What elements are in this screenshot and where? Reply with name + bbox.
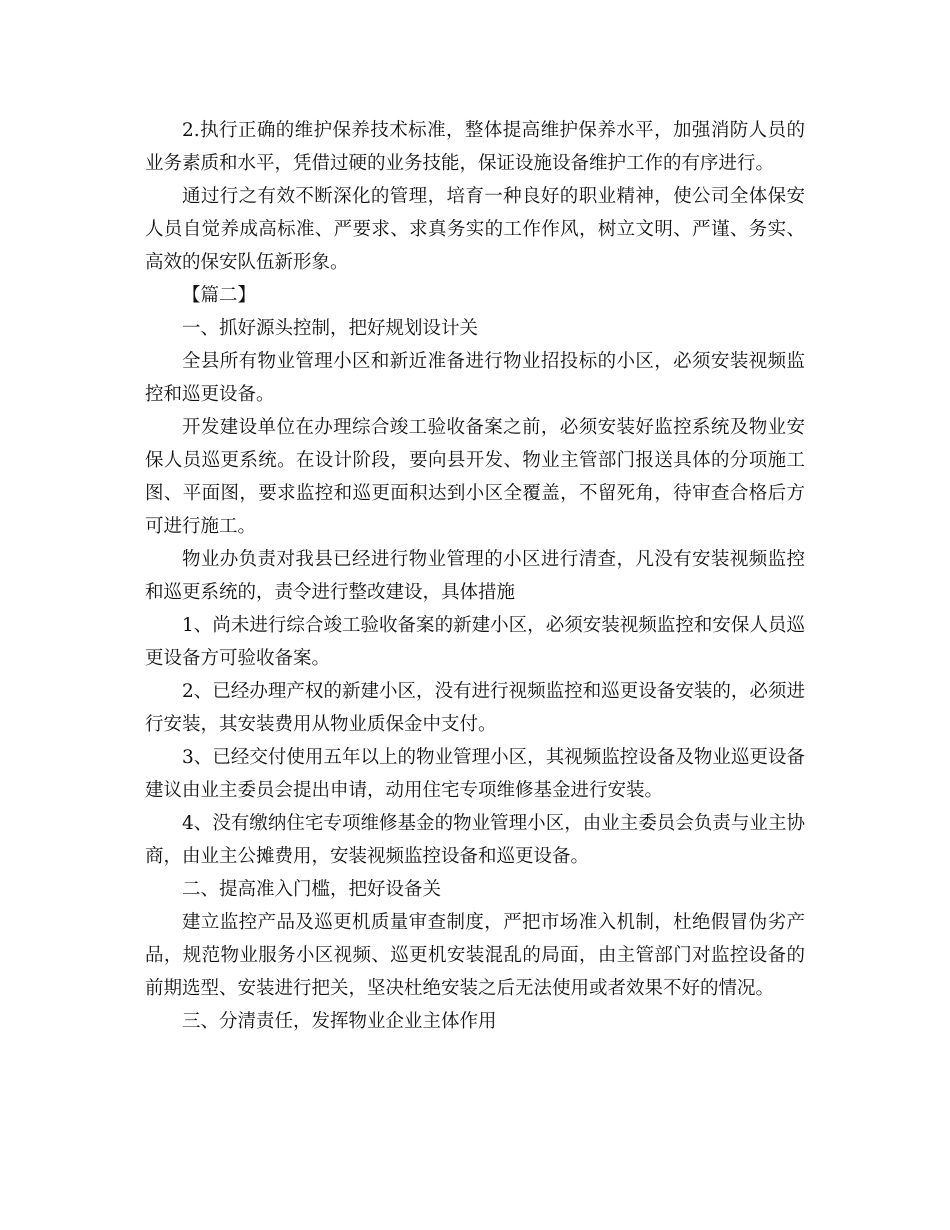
paragraph-developer-duties: 开发建设单位在办理综合竣工验收备案之前，必须安装好监控系统及物业安保人员巡更系统。在设计阶段，要向县开发、物业主管部门报送具体的分项施工图、平面图，要求监控和巡更面积达到小区全覆盖，不留死角，待审查合格后方可进行施工。 [145, 417, 805, 537]
list-item-3: 3、已经交付使用五年以上的物业管理小区，其视频监控设备及物业巡更设备建议由业主委员会提出申请，动用住宅专项维修基金进行安装。 [145, 747, 805, 801]
list-item-4: 4、没有缴纳住宅专项维修基金的物业管理小区，由业主委员会负责与业主协商，由业主公摊费用，安装视频监控设备和巡更设备。 [145, 813, 805, 867]
list-item-2: 2、已经办理产权的新建小区，没有进行视频监控和巡更设备安装的，必须进行安装，其安装费用从物业质保金中支付。 [145, 681, 805, 735]
heading-entry-threshold: 二、提高准入门槛，把好设备关 [182, 879, 442, 900]
paragraph-management-culture: 通过行之有效不断深化的管理，培育一种良好的职业精神，使公司全体保安人员自觉养成高标准、严要求、求真务实的工作作风，树立文明、严谨、务实、高效的保安队伍新形象。 [145, 186, 805, 273]
heading-source-control: 一、抓好源头控制，把好规划设计关 [182, 318, 479, 339]
paragraph-quality-review: 建立监控产品及巡更机质量审查制度，严把市场准入机制，杜绝假冒伪劣产品，规范物业服务小区视频、巡更机安装混乱的局面，由主管部门对监控设备的前期选型、安装进行把关，坚决杜绝安装之后无法使用或者效果不好的情况。 [145, 912, 805, 999]
paragraph-install-requirement: 全县所有物业管理小区和新近准备进行物业招投标的小区，必须安装视频监控和巡更设备。 [145, 351, 805, 405]
heading-responsibilities: 三、分清责任，发挥物业企业主体作用 [182, 1011, 497, 1032]
document-body [145, 114, 805, 1038]
paragraph-property-office-inspection: 物业办负责对我县已经进行物业管理的小区进行清查，凡没有安装视频监控和巡更系统的，责令进行整改建设，具体措施 [145, 549, 805, 603]
section-heading-part-two: 【篇二】 [182, 285, 257, 306]
paragraph-maintenance-standards: 2.执行正确的维护保养技术标准，整体提高维护保养水平，加强消防人员的业务素质和水平，凭借过硬的业务技能，保证设施设备维护工作的有序进行。 [145, 120, 805, 174]
list-item-1: 1、尚未进行综合竣工验收备案的新建小区，必须安装视频监控和安保人员巡更设备方可验收备案。 [145, 615, 805, 669]
